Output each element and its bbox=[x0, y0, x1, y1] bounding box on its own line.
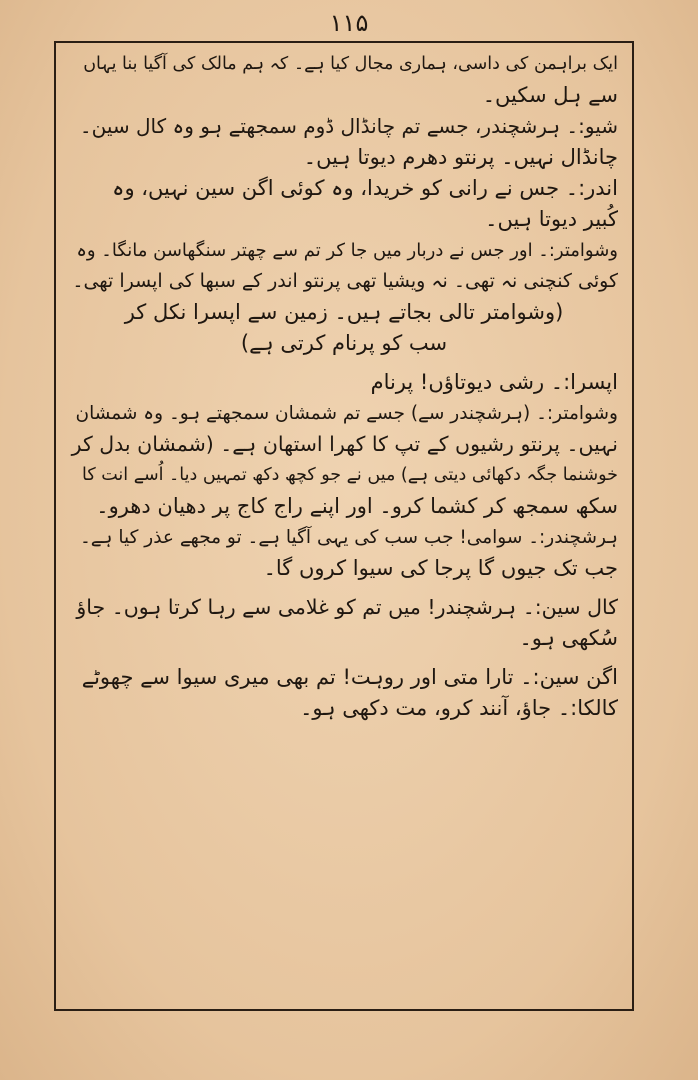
text-line: کُبیر دیوتا ہیں۔ bbox=[485, 207, 618, 231]
text-line: جب تک جیوں گا پرجا کی سیوا کروں گا۔ bbox=[263, 556, 618, 580]
text-line: (وشوامتر تالی بجاتے ہیں۔ زمین سے اپسرا نکل کر bbox=[124, 300, 564, 324]
text-line: اندر:۔ جس نے رانی کو خریدا، وہ کوئی اگن سین نہیں، وہ bbox=[112, 176, 618, 200]
text-line: سے ہل سکیں۔ bbox=[482, 83, 618, 107]
text-line: چانڈال نہیں۔ پرنتو دھرم دیوتا ہیں۔ bbox=[303, 145, 618, 169]
text-frame bbox=[54, 41, 634, 1011]
text-line: ایک براہمن کی داسی، ہماری مجال کیا ہے۔ کہ ہم مالک کی آگیا بنا یہاں bbox=[83, 54, 618, 74]
text-line: خوشنما جگہ دکھائی دیتی ہے) میں نے جو کچھ دکھ تمہیں دیا۔ اُسے انت کا bbox=[82, 465, 618, 485]
text-line: کوئی کنچنی نہ تھی۔ نہ ویشیا تھی پرنتو اندر کے سبھا کی اپسرا تھی۔ bbox=[72, 270, 618, 292]
page-number: ۱۱۵ bbox=[329, 9, 369, 37]
page-text-body bbox=[70, 49, 618, 724]
text-line: وشوامتر:۔ اور جس نے دربار میں جا کر تم سے چھتر سنگھاسن مانگا۔ وہ bbox=[76, 240, 618, 261]
text-line: اگن سین:۔ تارا متی اور روہت! تم بھی میری سیوا سے چھوٹے bbox=[81, 665, 618, 689]
text-line: شیو:۔ ہرشچندر، جسے تم چانڈال ڈوم سمجھتے ہو وہ کال سین۔ bbox=[79, 114, 618, 138]
text-line: سکھ سمجھ کر کشما کرو۔ اور اپنے راج کاج پر دھیان دھرو۔ bbox=[96, 494, 618, 518]
text-line: وشوامتر:۔ (ہرشچندر سے) جسے تم شمشان سمجھتے ہو۔ وہ شمشان bbox=[75, 403, 618, 424]
text-line: نہیں۔ پرنتو رشیوں کے تپ کا کھرا استھان ہے۔ (شمشان بدل کر bbox=[71, 432, 618, 456]
text-line: سب کو پرنام کرتی ہے) bbox=[240, 331, 448, 355]
text-line: سُکھی ہو۔ bbox=[519, 626, 618, 650]
text-line: ہرشچندر:۔ سوامی! جب سب کی یہی آگیا ہے۔ تو مجھے عذر کیا ہے۔ bbox=[79, 527, 618, 548]
text-line: اپسرا:۔ رشی دیوتاؤں! پرنام bbox=[370, 370, 618, 394]
text-line: کالکا:۔ جاؤ، آنند کرو، مت دکھی ہو۔ bbox=[300, 696, 618, 720]
text-line: کال سین:۔ ہرشچندر! میں تم کو غلامی سے رہا کرتا ہوں۔ جاؤ bbox=[76, 595, 618, 619]
